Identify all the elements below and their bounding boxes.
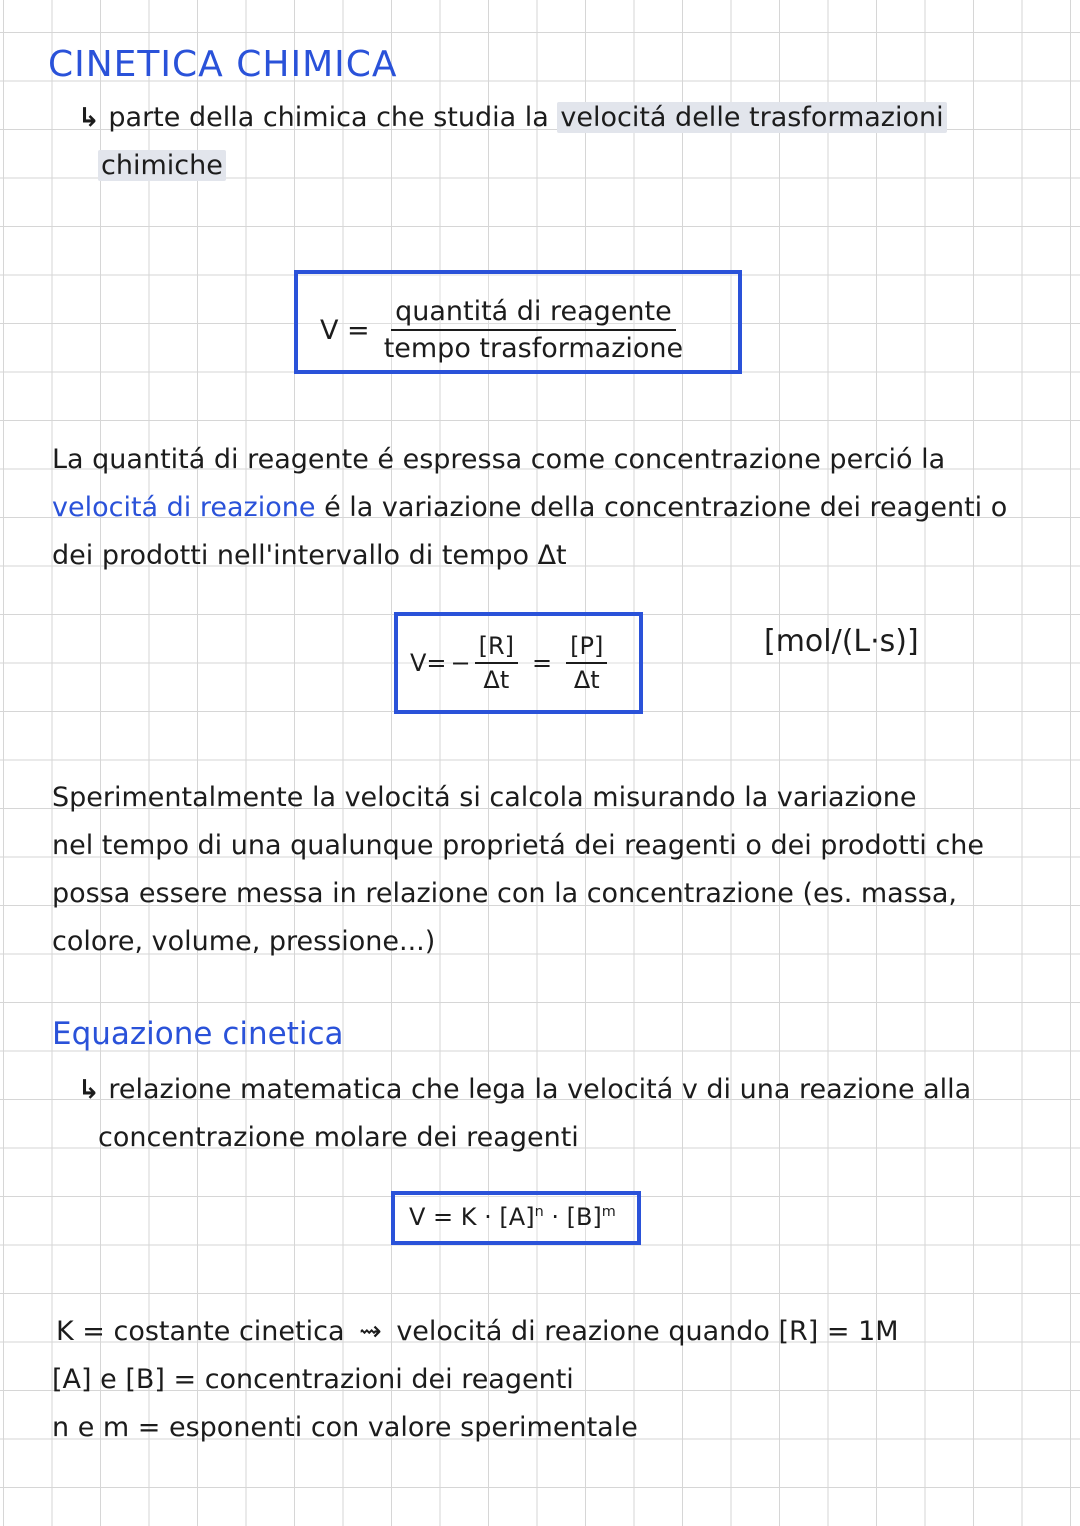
section2-title: Equazione cinetica — [52, 1016, 344, 1052]
velocity-term: velocitá di reazione — [52, 492, 316, 523]
formula2-den-products: Δt — [573, 666, 600, 694]
formula1-lhs: V = — [320, 314, 370, 346]
definition-line-2 — [98, 142, 226, 191]
formula2-equals: = — [532, 649, 553, 677]
formula1-fraction — [384, 296, 683, 364]
formula-velocity-definition — [294, 270, 742, 374]
formula3-base: V = K · [A] — [409, 1203, 535, 1231]
legend-line-3: n e m = esponenti con valore sperimentale — [52, 1412, 638, 1443]
paragraph2-line-4: colore, volume, pressione...) — [52, 926, 436, 957]
definition-highlight-1: velocitá delle trasformazioni — [557, 102, 946, 133]
section2-line-1-text: relazione matematica che lega la velocitá v di una reazione alla — [108, 1074, 972, 1105]
formula-rate-law — [391, 1191, 641, 1245]
paragraph1-line-1: La quantitá di reagente é espressa come concentrazione perció la — [52, 444, 946, 475]
legend-line-2: [A] e [B] = concentrazioni dei reagenti — [52, 1364, 574, 1395]
formula3-exponent-n: n — [534, 1204, 544, 1220]
definition-prefix: parte della chimica che studia la — [108, 102, 558, 133]
section2-line-2: concentrazione molare dei reagenti — [98, 1122, 579, 1153]
paragraph1-line-3: dei prodotti nell'intervallo di tempo Δt — [52, 540, 567, 571]
formula2-fraction-reagents — [475, 632, 518, 694]
squiggle-arrow-icon: ⇝ — [359, 1316, 382, 1347]
formula2-units: [mol/(L·s)] — [764, 624, 919, 659]
arrow-icon: ↳ — [78, 1075, 100, 1105]
formula2-minus: − — [450, 649, 471, 677]
legend-k-definition: K = costante cinetica — [56, 1316, 345, 1347]
section2-line-1 — [78, 1066, 971, 1115]
formula3-exponent-m: m — [601, 1204, 616, 1220]
paragraph2-line-1: Sperimentalmente la velocitá si calcola misurando la variazione — [52, 782, 917, 813]
definition-line-1 — [78, 94, 947, 143]
definition-highlight-2: chimiche — [98, 150, 226, 181]
paragraph2-line-2: nel tempo di una qualunque proprietá dei reagenti o dei prodotti che — [52, 830, 984, 861]
formula2-lhs: V= — [410, 649, 447, 677]
formula2-den-reagents: Δt — [483, 666, 510, 694]
formula2-fraction-products — [566, 632, 607, 694]
paragraph2-line-3: possa essere messa in relazione con la concentrazione (es. massa, — [52, 878, 957, 909]
formula1-numerator: quantitá di reagente — [391, 296, 676, 331]
legend-line-1 — [56, 1308, 899, 1357]
paragraph1-line-2-rest: é la variazione della concentrazione dei reagenti o — [315, 492, 1008, 523]
page-title: CINETICA CHIMICA — [48, 44, 398, 85]
formula-rate-expression — [394, 612, 643, 714]
legend-k-meaning: velocitá di reazione quando [R] = 1M — [396, 1316, 899, 1347]
formula2-num-products: [P] — [566, 632, 607, 664]
formula1-denominator: tempo trasformazione — [383, 333, 684, 364]
paragraph1-line-2 — [52, 484, 1007, 533]
formula2-num-reagents: [R] — [475, 632, 518, 664]
arrow-icon: ↳ — [78, 103, 100, 133]
formula3-middle: · [B] — [543, 1203, 602, 1231]
